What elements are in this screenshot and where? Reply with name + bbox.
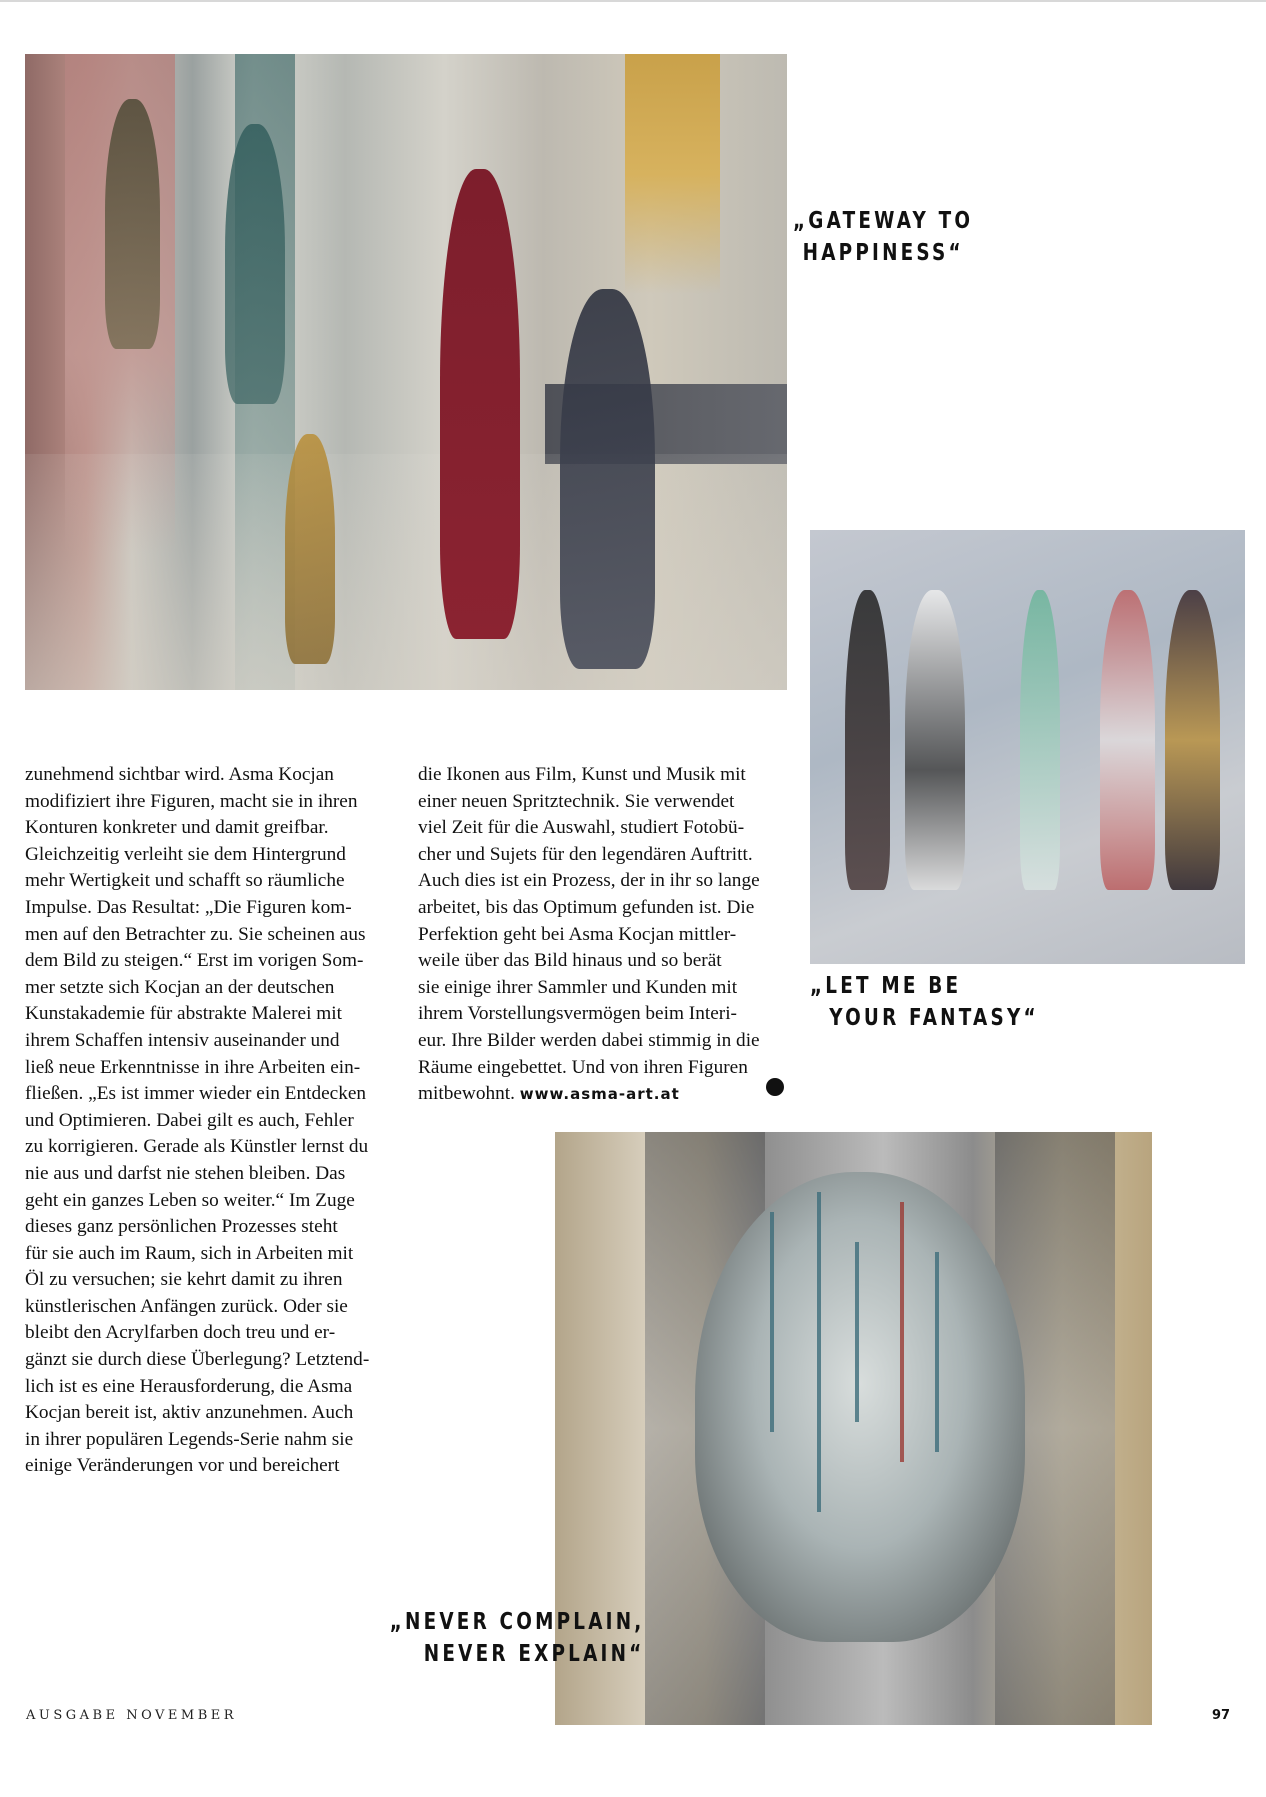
text-line: men auf den Betrachter zu. Sie scheinen aus bbox=[25, 923, 366, 945]
text-line: ihrem Vorstellungsvermögen beim Interi- bbox=[418, 1003, 737, 1025]
paint-drip bbox=[935, 1252, 939, 1452]
text-line: dieses ganz persönlichen Prozesses steht bbox=[25, 1216, 338, 1238]
text-line: Kocjan bereit ist, aktiv anzunehmen. Auch bbox=[25, 1402, 354, 1424]
paint-drip bbox=[855, 1242, 859, 1422]
text-line: künstlerischen Anfängen zurück. Oder sie bbox=[25, 1295, 348, 1317]
text-line: viel Zeit für die Auswahl, studiert Fotobü- bbox=[418, 817, 745, 839]
gateway-to-happiness-painting bbox=[25, 54, 787, 690]
painted-figure bbox=[225, 124, 285, 404]
painted-figure bbox=[905, 590, 965, 890]
text-line: die Ikonen aus Film, Kunst und Musik mit bbox=[418, 764, 746, 785]
never-complain-never-explain-painting bbox=[555, 1132, 1152, 1725]
painted-figure bbox=[1020, 590, 1060, 890]
text-line: gänzt sie durch diese Überlegung? Letztend- bbox=[25, 1349, 370, 1371]
text-line: einer neuen Spritztechnik. Sie verwendet bbox=[418, 790, 735, 812]
text-line: und Optimieren. Dabei gilt es auch, Fehler bbox=[25, 1109, 354, 1131]
text-line: Konturen konkreter und damit greifbar. bbox=[25, 817, 329, 839]
text-line: Auch dies ist ein Prozess, der in ihr so lange bbox=[418, 870, 760, 892]
website-link[interactable]: www.asma-art.at bbox=[519, 1085, 680, 1104]
text-line: Perfektion geht bei Asma Kocjan mittler- bbox=[418, 923, 737, 945]
text-line: eur. Ihre Bilder werden dabei stimmig in die bbox=[418, 1029, 760, 1051]
text-line: arbeitet, bis das Optimum gefunden ist. Die bbox=[418, 896, 755, 918]
painted-figure bbox=[560, 289, 655, 669]
top-rule bbox=[0, 0, 1266, 2]
caption-let-me-be-your-fantasy: „LET ME BE YOUR FANTASY“ bbox=[810, 973, 1039, 1031]
paint-streak bbox=[25, 454, 787, 690]
text-line: ihrem Schaffen intensiv auseinander und bbox=[25, 1029, 340, 1051]
text-line: zunehmend sichtbar wird. Asma Kocjan bbox=[25, 764, 334, 785]
text-line: Impulse. Das Resultat: „Die Figuren kom- bbox=[25, 896, 352, 918]
text-line-last bbox=[418, 1081, 798, 1108]
text-line: nie aus und darfst nie stehen bleiben. Das bbox=[25, 1162, 346, 1184]
paint-drip bbox=[817, 1192, 821, 1512]
text-line: Gleichzeitig verleiht sie dem Hintergrund bbox=[25, 843, 346, 865]
paint-drip bbox=[770, 1212, 774, 1432]
page-number: 97 bbox=[1212, 1708, 1231, 1723]
text-line: in ihrer populären Legends-Serie nahm sie bbox=[25, 1428, 354, 1450]
text-line: modifiziert ihre Figuren, macht sie in ihren bbox=[25, 790, 358, 812]
painted-figure bbox=[285, 434, 335, 664]
text-line: geht ein ganzes Leben so weiter.“ Im Zuge bbox=[25, 1189, 355, 1211]
article-end-mark bbox=[766, 1078, 784, 1096]
text-line: lich ist es eine Herausforderung, die Asma bbox=[25, 1375, 353, 1397]
text-line: Kunstakademie für abstrakte Malerei mit bbox=[25, 1003, 342, 1025]
caption-never-complain-never-explain: „NEVER COMPLAIN, NEVER EXPLAIN“ bbox=[389, 1609, 645, 1667]
text-line: für sie auch im Raum, sich in Arbeiten mit bbox=[25, 1242, 354, 1264]
text-line: sie einige ihrer Sammler und Kunden mit bbox=[418, 976, 738, 998]
text-line: cher und Sujets für den legendären Auftritt. bbox=[418, 843, 753, 865]
paint-streak bbox=[625, 54, 720, 294]
text-line: fließen. „Es ist immer wieder ein Entdecken bbox=[25, 1083, 367, 1105]
body-column-1 bbox=[25, 762, 405, 1480]
text-line: ließ neue Erkenntnisse in ihre Arbeiten ein- bbox=[25, 1056, 361, 1078]
body-column-2 bbox=[418, 762, 798, 1108]
painted-figure bbox=[845, 590, 890, 890]
painted-figure bbox=[1100, 590, 1155, 890]
painted-face bbox=[695, 1172, 1025, 1642]
issue-label: AUSGABE NOVEMBER bbox=[26, 1708, 238, 1723]
text-line: einige Veränderungen vor und bereichert bbox=[25, 1455, 340, 1477]
text-line: Öl zu versuchen; sie kehrt damit zu ihren bbox=[25, 1269, 343, 1291]
caption-gateway-to-happiness: „GATEWAY TO HAPPINESS“ bbox=[793, 208, 974, 266]
text-line: bleibt den Acrylfarben doch treu und er- bbox=[25, 1322, 336, 1344]
painted-figure bbox=[440, 169, 520, 639]
painted-figure bbox=[105, 99, 160, 349]
paint-drip bbox=[900, 1202, 904, 1462]
text-line: Räume eingebettet. Und von ihren Figuren bbox=[418, 1056, 748, 1078]
text-line: mehr Wertigkeit und schafft so räumliche bbox=[25, 870, 345, 892]
text-line: weile über das Bild hinaus und so berät bbox=[418, 950, 722, 972]
painted-figure bbox=[1165, 590, 1220, 890]
text-line: zu korrigieren. Gerade als Künstler lernst du bbox=[25, 1136, 369, 1158]
text-line: mitbewohnt. bbox=[418, 1083, 515, 1105]
text-line: mer setzte sich Kocjan an der deutschen bbox=[25, 976, 335, 998]
text-line: dem Bild zu steigen.“ Erst im vorigen Som- bbox=[25, 950, 364, 972]
let-me-be-your-fantasy-painting bbox=[810, 530, 1245, 964]
